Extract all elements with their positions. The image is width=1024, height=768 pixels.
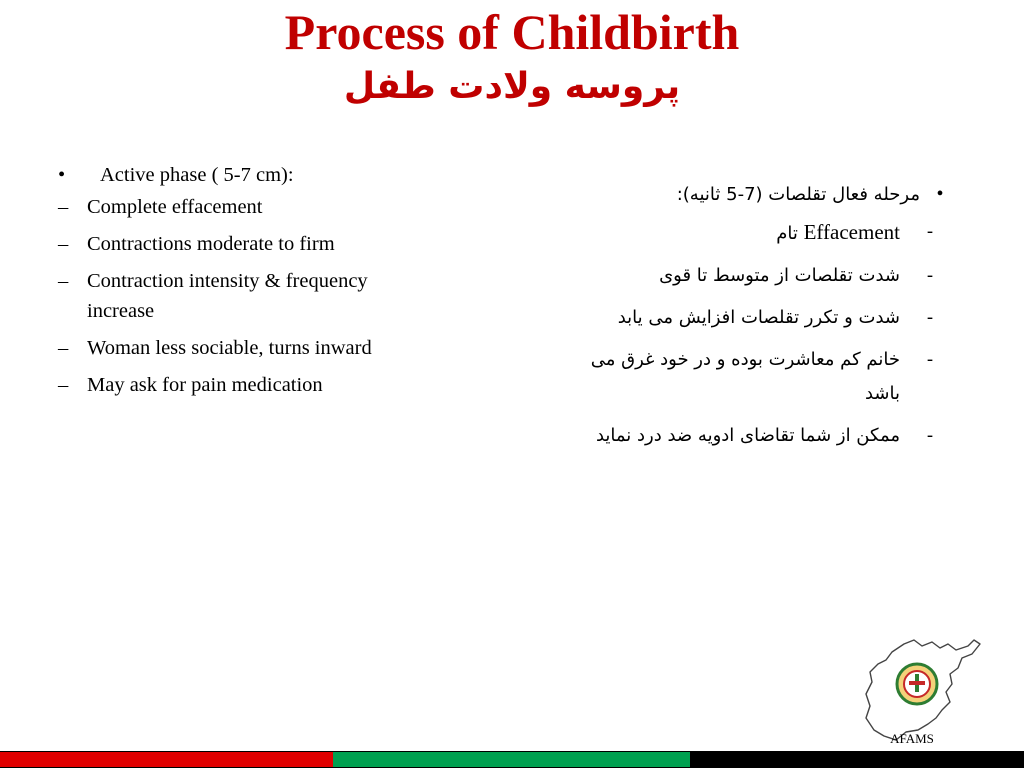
dash-marker: – xyxy=(58,337,69,359)
bullet-active-phase xyxy=(58,158,458,192)
dash-marker: - xyxy=(926,307,934,328)
list-item xyxy=(0,333,458,363)
list-item xyxy=(0,370,458,400)
list-item-text: خانم کم معاشرت بوده و در خود غرق می باشد xyxy=(590,349,900,404)
footer-red-segment xyxy=(0,751,333,768)
active-phase-list xyxy=(58,192,458,400)
persian-content xyxy=(540,174,960,461)
dash-marker: – xyxy=(58,374,69,396)
list-item xyxy=(540,259,960,293)
dash-marker: – xyxy=(58,196,69,218)
bullet-marker: • xyxy=(936,183,944,205)
list-item-text xyxy=(590,215,900,251)
slide-subtitle-persian: پروسه ولادت طفل xyxy=(343,66,681,107)
list-item-text: شدت و تکرر تقلصات افزایش می یابد xyxy=(617,307,900,328)
list-item-text: شدت تقلصات از متوسط تا قوی xyxy=(659,265,900,286)
list-item xyxy=(540,301,960,335)
bullet-marker: • xyxy=(58,164,66,186)
active-phase-heading-persian: مرحله فعال تقلصات (7-5 ثانیه): xyxy=(676,184,920,205)
effacement-complete-word: تام xyxy=(776,223,798,244)
list-item-text: Complete effacement xyxy=(87,196,263,218)
dash-marker: – xyxy=(58,233,69,255)
footer-black-segment xyxy=(690,751,1024,768)
list-item xyxy=(0,266,458,326)
dash-marker: - xyxy=(926,265,934,286)
list-item-text: Woman less sociable, turns inward xyxy=(87,337,372,359)
list-item xyxy=(540,343,960,411)
list-item-text: May ask for pain medication xyxy=(87,374,323,396)
english-content xyxy=(58,158,458,407)
dash-marker: - xyxy=(926,425,934,446)
list-item xyxy=(540,419,960,453)
effacement-term: Effacement xyxy=(803,220,900,244)
active-phase-heading: Active phase ( 5-7 cm): xyxy=(100,164,294,186)
footer-green-segment xyxy=(333,751,690,768)
list-item xyxy=(540,215,960,251)
list-item xyxy=(0,192,458,222)
list-item-text: Contractions moderate to firm xyxy=(87,233,335,255)
afams-label: AFAMS xyxy=(890,731,934,746)
dash-marker: – xyxy=(58,270,69,292)
dash-marker: - xyxy=(926,349,934,370)
list-item-text: ممکن از شما تقاضای ادویه ضد درد نماید xyxy=(595,425,900,446)
bullet-active-phase-persian xyxy=(540,174,960,215)
footer-color-bar xyxy=(0,751,1024,768)
slide-title: Process of Childbirth xyxy=(284,4,740,60)
list-item xyxy=(0,229,458,259)
dash-marker: - xyxy=(926,221,934,242)
list-item-text: Contraction intensity & frequency increase xyxy=(87,270,368,322)
